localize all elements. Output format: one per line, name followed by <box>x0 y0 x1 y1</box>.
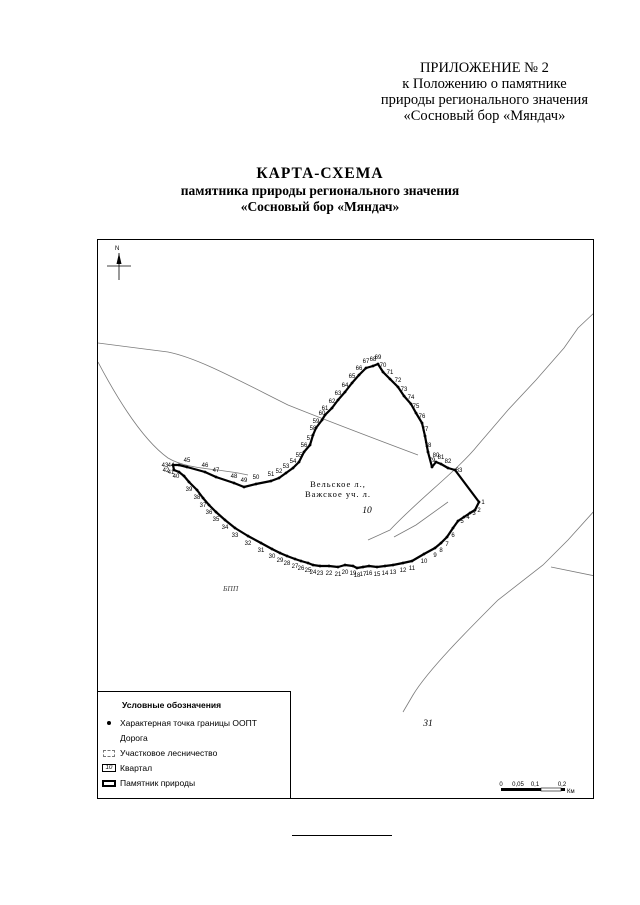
boundary-point <box>344 391 347 394</box>
boundary-point-label: 7 <box>445 542 449 548</box>
boundary-point <box>224 519 227 522</box>
boundary-point <box>358 374 361 377</box>
boundary-point-label: 80 <box>432 453 440 459</box>
boundary-point <box>392 564 395 567</box>
boundary-point <box>328 565 331 568</box>
boundary-point-label: 28 <box>283 561 291 567</box>
boundary-point <box>183 475 186 478</box>
boundary-point <box>271 548 274 551</box>
boundary-point-label: 79 <box>428 458 436 464</box>
boundary-point-label: 14 <box>381 571 389 577</box>
boundary-point-label: 48 <box>230 474 238 480</box>
boundary-point-label: 23 <box>316 571 324 577</box>
boundary-point-label: 18 <box>353 573 361 579</box>
boundary-point <box>434 547 437 550</box>
boundary-point-label: 71 <box>386 370 394 376</box>
boundary-point <box>294 558 297 561</box>
boundary-point-label: 50 <box>252 475 260 481</box>
boundary-point <box>365 367 368 370</box>
boundary-point <box>411 560 414 563</box>
monument-symbol-icon <box>101 780 117 787</box>
legend-item-quarter <box>101 762 152 774</box>
legend-title: Условные обозначения <box>122 700 222 710</box>
boundary-point-label: 49 <box>240 478 248 484</box>
appendix-line-4: «Сосновый бор «Мяндач» <box>403 108 566 124</box>
boundary-point <box>423 553 426 556</box>
legend-item-road <box>101 732 148 744</box>
boundary-point <box>279 552 282 555</box>
boundary-point <box>331 407 334 410</box>
map-legend <box>98 691 291 798</box>
boundary-point <box>285 472 288 475</box>
boundary-point <box>447 467 450 470</box>
boundary-point-label: 20 <box>341 570 349 576</box>
boundary-point-label: 59 <box>312 419 320 425</box>
boundary-point <box>352 565 355 568</box>
boundary-point <box>204 471 207 474</box>
boundary-point-label: 83 <box>455 468 463 474</box>
boundary-point <box>368 565 371 568</box>
boundary-point <box>260 542 263 545</box>
boundary-point <box>215 511 218 514</box>
boundary-point <box>243 486 246 489</box>
boundary-point <box>298 461 301 464</box>
appendix-line-3: природы регионального значения <box>380 92 588 108</box>
boundary-point <box>337 399 340 402</box>
boundary-point <box>440 542 443 545</box>
boundary-point-label: 4 <box>466 515 470 521</box>
legend-item-monument-label: Памятник природы <box>120 778 196 788</box>
boundary-point <box>178 471 181 474</box>
boundary-point-label: 57 <box>306 436 314 442</box>
quarter-label-main: 10 <box>362 506 372 516</box>
boundary-point-label: 42 <box>162 468 170 474</box>
boundary-point-label: 73 <box>400 387 408 393</box>
boundary-point-label: 67 <box>362 359 370 365</box>
boundary-point-label: 75 <box>412 404 420 410</box>
area-label-2: Важское уч. л. <box>304 489 372 499</box>
boundary-point-label: 70 <box>379 363 387 369</box>
boundary-point-label: 72 <box>394 378 402 384</box>
boundary-point-label: 32 <box>244 541 252 547</box>
scale-unit: Км <box>567 789 575 795</box>
legend-item-forestry <box>101 747 217 759</box>
title-line-3: «Сосновый бор «Мяндач» <box>240 199 400 214</box>
boundary-point <box>300 560 303 563</box>
boundary-point <box>463 516 466 519</box>
boundary-point-label: 1 <box>481 500 485 506</box>
boundary-point-label: 66 <box>355 366 363 372</box>
appendix-header <box>381 60 588 124</box>
boundary-point-label: 81 <box>437 455 445 461</box>
boundary-point <box>312 564 315 567</box>
boundary-point <box>196 489 199 492</box>
boundary-point <box>309 444 312 447</box>
boundary-point <box>186 466 189 469</box>
boundary-point <box>427 451 430 454</box>
boundary-point-label: 6 <box>451 533 455 539</box>
boundary-point <box>307 562 310 565</box>
map-frame <box>97 239 594 799</box>
boundary-point-label: 40 <box>172 474 180 480</box>
scale-tick-2: 0,1 <box>530 782 540 788</box>
boundary-point <box>469 512 472 515</box>
boundary-point <box>351 382 354 385</box>
scale-tick-1: 0,05 <box>512 782 524 788</box>
boundary-point <box>440 463 443 466</box>
boundary-point <box>431 466 434 469</box>
quarter-symbol-icon <box>101 764 117 772</box>
boundary-point <box>247 535 250 538</box>
boundary-point-label: 74 <box>407 395 415 401</box>
boundary-point-label: 2 <box>477 508 481 514</box>
boundary-point-label: 35 <box>212 517 220 523</box>
boundary-point-label: 36 <box>205 510 213 516</box>
boundary-point <box>188 481 191 484</box>
legend-item-point <box>101 717 257 729</box>
boundary-point <box>424 435 427 438</box>
boundary-point-label: 52 <box>275 469 283 475</box>
boundary-point <box>303 451 306 454</box>
boundary-point-label: 46 <box>201 463 209 469</box>
quarter-symbol-text: 10 <box>102 764 116 772</box>
boundary-point-label: 10 <box>420 559 428 565</box>
boundary-point-label: 27 <box>291 564 299 570</box>
boundary-point-label: 60 <box>318 411 326 417</box>
boundary-point-label: 15 <box>373 572 381 578</box>
boundary-point-label: 64 <box>341 383 349 389</box>
boundary-point-label: 39 <box>185 487 193 493</box>
document-title <box>0 164 640 215</box>
boundary-point-label: 44 <box>167 463 175 469</box>
boundary-point <box>382 371 385 374</box>
road-stub-southeast <box>551 567 594 576</box>
boundary-point-label: 9 <box>433 553 437 559</box>
boundary-point-label: 62 <box>328 399 336 405</box>
legend-item-point-label: Характерная точка границы ООПТ <box>120 718 257 728</box>
title-line-2: памятника природы регионального значения <box>180 183 460 198</box>
boundary-point-label: 76 <box>418 414 426 420</box>
boundary-point <box>215 476 218 479</box>
road-branch-east <box>394 502 448 537</box>
boundary-point <box>397 386 400 389</box>
boundary-point <box>321 419 324 422</box>
boundary-point <box>292 467 295 470</box>
boundary-point-label: 22 <box>325 571 333 577</box>
boundary-point <box>389 378 392 381</box>
boundary-point-label: 43 <box>161 463 169 469</box>
boundary-point-label: 19 <box>349 571 357 577</box>
boundary-point-label: 21 <box>334 572 342 578</box>
legend-item-road-label: Дорога <box>120 733 148 743</box>
footer-rule <box>292 835 392 836</box>
boundary-point-label: 54 <box>289 459 297 465</box>
area-label-1: Вельское л., <box>310 479 366 489</box>
boundary-point-label: 12 <box>399 568 407 574</box>
quarter-label-se: 31 <box>423 719 433 729</box>
legend-item-quarter-label: Квартал <box>120 763 153 773</box>
forestry-symbol-icon <box>101 750 117 757</box>
boundary-point <box>356 567 359 570</box>
boundary-point-label: 3 <box>472 511 476 517</box>
boundary-point-label: 61 <box>321 406 329 412</box>
boundary-point-label: 77 <box>421 427 429 433</box>
boundary-point <box>478 501 481 504</box>
title-line-1: КАРТА-СХЕМА <box>256 165 384 182</box>
boundary-point-label: 8 <box>439 548 443 554</box>
boundary-point <box>202 497 205 500</box>
boundary-point-label: 65 <box>348 374 356 380</box>
appendix-line-2: к Положению о памятнике <box>402 76 567 92</box>
boundary-point <box>402 562 405 565</box>
boundary-point <box>233 482 236 485</box>
boundary-point-label: 69 <box>374 355 382 361</box>
boundary-point-label: 24 <box>309 570 317 576</box>
scale-tick-3: 0,2 <box>557 782 567 788</box>
boundary-point <box>421 422 424 425</box>
boundary-point <box>278 477 281 480</box>
boundary-point-label: 26 <box>297 566 305 572</box>
north-label: N <box>115 246 120 252</box>
boundary-point <box>255 483 258 486</box>
boundary-point-label: 16 <box>365 571 373 577</box>
scale-bar <box>499 782 574 795</box>
boundary-point-label: 11 <box>408 566 416 572</box>
boundary-point-label: 82 <box>444 459 452 465</box>
boundary-point <box>372 365 375 368</box>
boundary-point <box>234 527 237 530</box>
boundary-point <box>362 566 365 569</box>
scale-tick-0: 0 <box>499 782 503 788</box>
boundary-point <box>403 395 406 398</box>
boundary-point <box>286 555 289 558</box>
point-symbol-icon <box>101 721 117 725</box>
boundary-point-label: 38 <box>193 495 201 501</box>
boundary-point <box>208 504 211 507</box>
boundary-point-label: 31 <box>257 548 265 554</box>
boundary-point-label: 78 <box>424 443 432 449</box>
boundary-point-label: 63 <box>334 391 342 397</box>
nature-monument-boundary <box>173 364 479 568</box>
legend-item-monument <box>101 777 195 789</box>
boundary-point-label: 25 <box>304 568 312 574</box>
boundary-point-label: 13 <box>389 570 397 576</box>
boundary-point-label: 34 <box>221 525 229 531</box>
road-line-southeast <box>403 510 594 712</box>
boundary-point-label: 17 <box>359 572 367 578</box>
boundary-point-label: 29 <box>276 558 284 564</box>
legend-item-forestry-label: Участковое лесничество <box>120 748 218 758</box>
boundary-point <box>319 565 322 568</box>
boundary-point <box>446 536 449 539</box>
boundary-point-label: 37 <box>199 503 207 509</box>
boundary-point-label: 47 <box>212 468 220 474</box>
boundary-point-label: 51 <box>267 472 275 478</box>
north-arrow <box>107 246 131 280</box>
boundary-point-label: 41 <box>167 470 175 476</box>
boundary-point <box>344 564 347 567</box>
boundary-point-label: 45 <box>183 458 191 464</box>
road-lines <box>98 312 594 712</box>
boundary-point-label: 53 <box>282 464 290 470</box>
boundary-point <box>376 566 379 569</box>
boundary-point <box>415 412 418 415</box>
quarter-label-sw: БПП <box>223 584 239 593</box>
boundary-point <box>452 527 455 530</box>
boundary-point <box>178 464 181 467</box>
appendix-line-1: ПРИЛОЖЕНИЕ № 2 <box>419 60 549 76</box>
boundary-point-label: 5 <box>460 519 464 525</box>
boundary-point-label: 33 <box>231 533 239 539</box>
boundary-point-label: 68 <box>369 357 377 363</box>
boundary-point <box>457 520 460 523</box>
road-line-west <box>98 362 248 475</box>
boundary-point-label: 58 <box>309 426 317 432</box>
boundary-point <box>384 565 387 568</box>
boundary-point-label: 30 <box>268 554 276 560</box>
boundary-point-label: 55 <box>295 453 303 459</box>
boundary-point-label: 56 <box>300 443 308 449</box>
boundary-point <box>337 566 340 569</box>
boundary-point <box>270 480 273 483</box>
